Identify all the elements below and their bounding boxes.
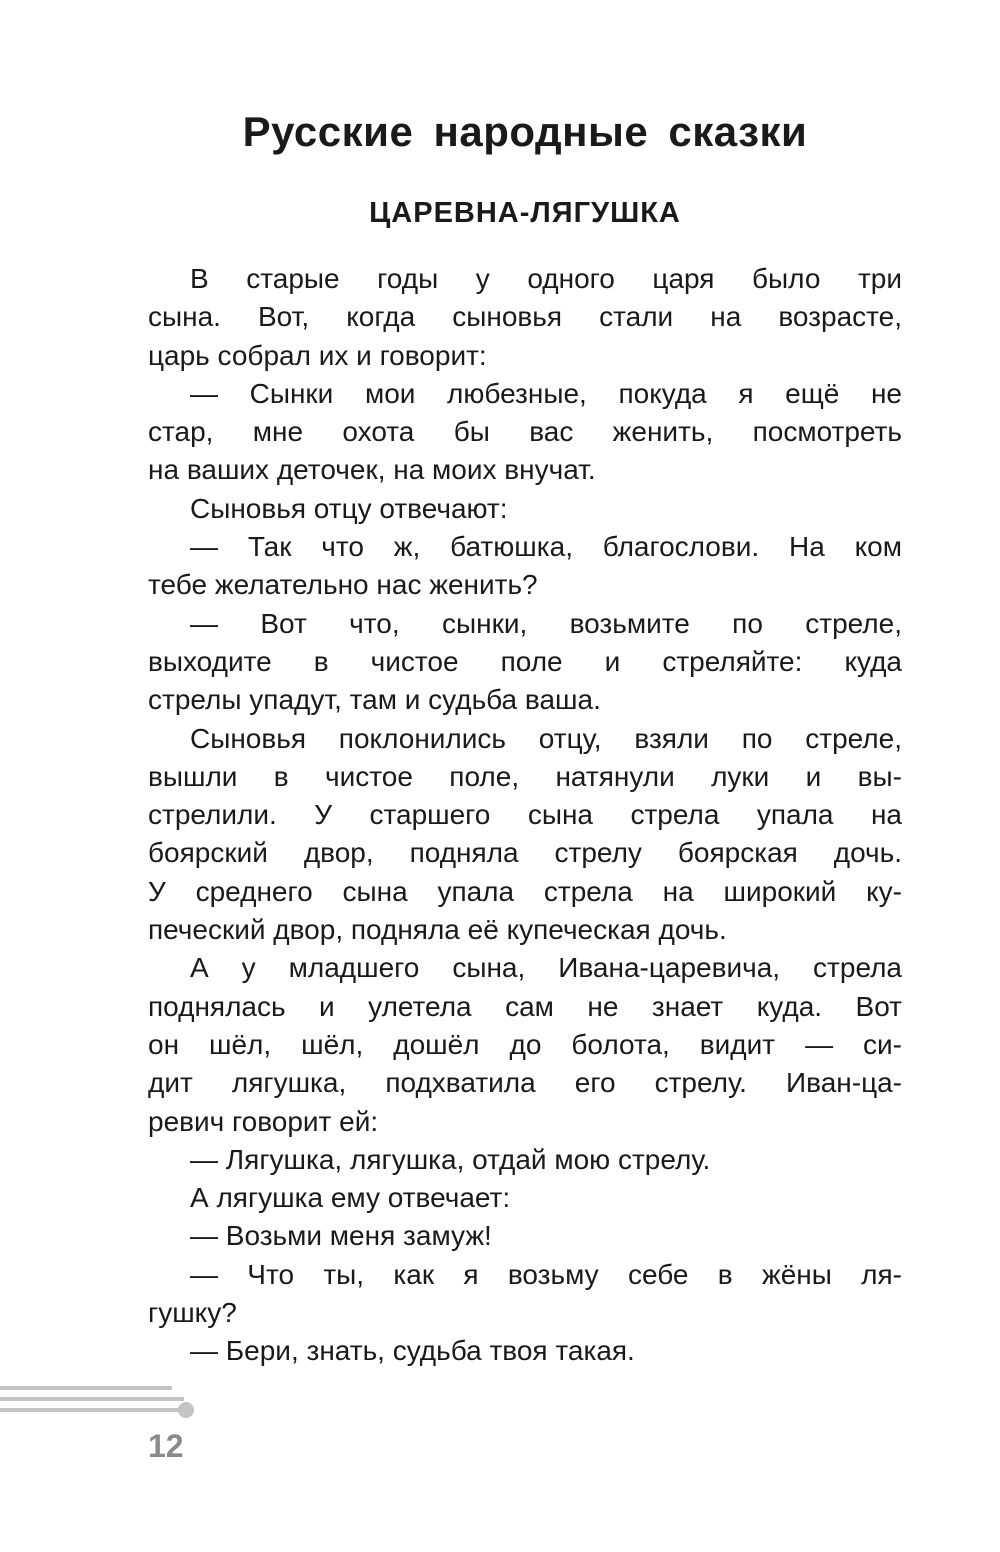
text-line: А лягушка ему отвечает: [190,1182,511,1214]
text-line: У среднего сына упала стрела на широкий ку- [148,875,902,907]
text-line: стрелы упадут, там и судьба ваша. [148,684,601,716]
text-line: тебе желательно нас женить? [148,569,538,601]
text-line: А у младшего сына, Ивана-царевича, стрела [190,952,902,984]
text-line: дит лягушка, подхватила его стрелу. Иван-ца- [148,1067,902,1099]
text-line: боярский двор, подняла стрелу боярская дочь. [148,837,902,869]
story-text [148,260,902,1371]
text-line: он шёл, шёл, дошёл до болота, видит — си- [148,1028,902,1060]
text-line: царь собрал их и говорит: [148,339,487,371]
text-line: поднялась и улетела сам не знает куда. Вот [148,990,902,1022]
text-line: — Сынки мои любезные, покуда я ещё не [190,377,902,409]
text-line: — Возьми меня замуж! [190,1220,492,1252]
text-line: Сыновья отцу отвечают: [190,492,508,524]
text-line: — Лягушка, лягушка, отдай мою стрелу. [190,1143,711,1175]
text-line: — Так что ж, батюшка, благослови. На ком [190,531,902,563]
text-line: выходите в чистое поле и стреляйте: куда [148,645,902,677]
section-title: Русские народные сказки [242,108,808,155]
text-line: — Вот что, сынки, возьмите по стреле, [190,607,902,639]
text-line: — Бери, знать, судьба твоя такая. [190,1335,635,1367]
text-line: стар, мне охота бы вас женить, посмотреть [148,416,902,448]
text-line: сына. Вот, когда сыновья стали на возрасте, [148,301,902,333]
text-line: стрелили. У старшего сына стрела упала на [148,799,902,831]
footer-decoration [0,1382,200,1422]
text-line: гушку? [148,1297,237,1329]
text-line: печеский двор, подняла её купеческая дочь. [148,914,727,946]
text-line: В старые годы у одного царя было три [190,263,902,294]
text-line: на ваших деточек, на моих внучат. [148,454,596,486]
text-line: Сыновья поклонились отцу, взяли по стреле, [190,722,902,754]
text-line: вышли в чистое поле, натянули луки и вы- [148,760,902,792]
text-line: — Что ты, как я возьму себе в жёны ля- [190,1258,902,1290]
page-number: 12 [148,1428,184,1464]
text-line: ревич говорит ей: [148,1105,379,1137]
story-title: ЦАРЕВНА-ЛЯГУШКА [369,197,681,229]
